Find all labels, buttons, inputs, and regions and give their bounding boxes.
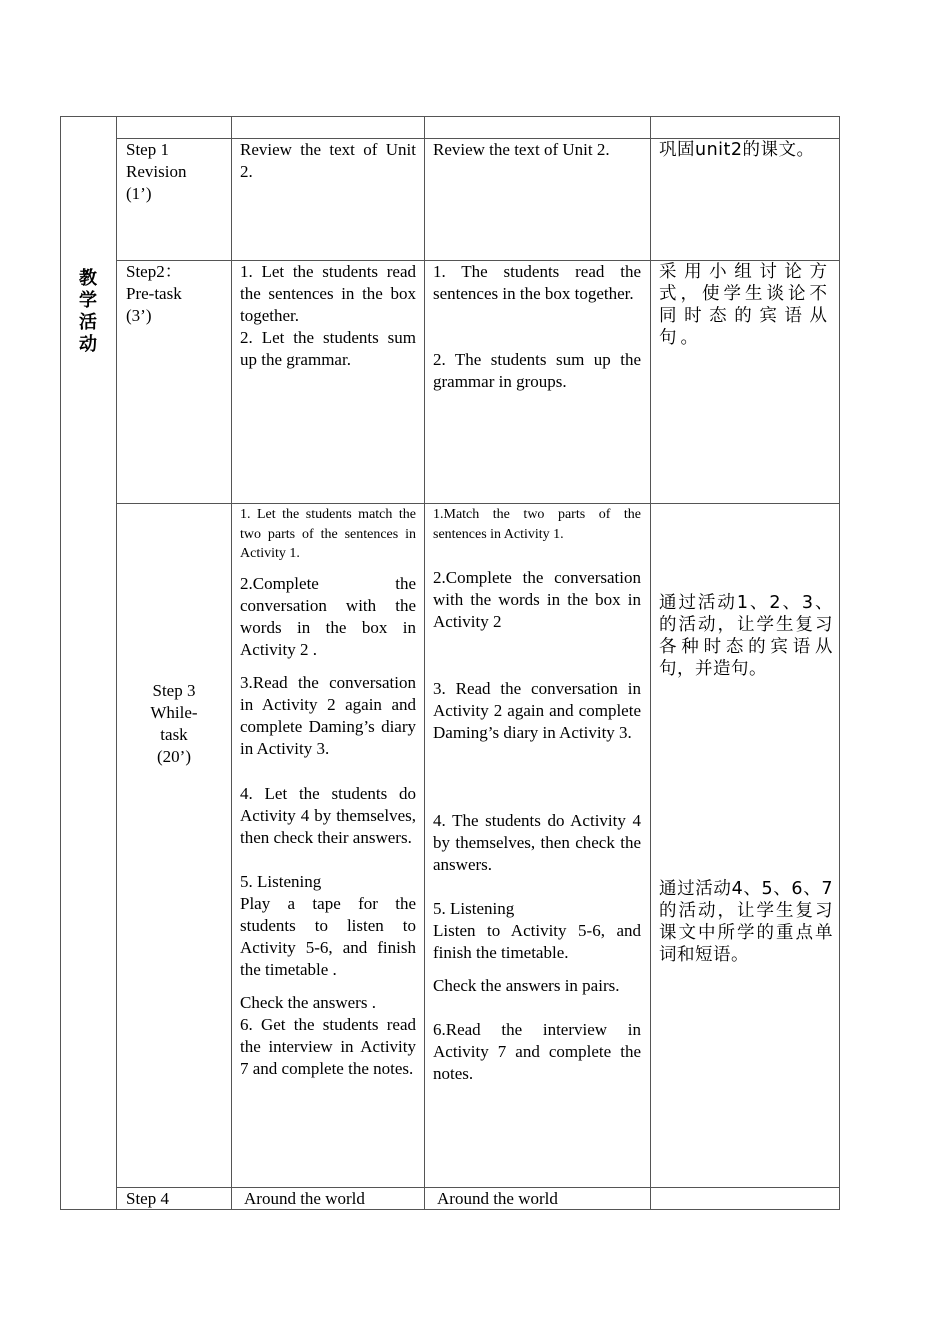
step-label: Step 1 Revision (1’): [126, 140, 187, 203]
student-activity: Around the world: [437, 1189, 558, 1208]
purpose: 采用小组讨论方式，使学生谈论不同时态的宾语从句。: [659, 262, 831, 348]
teacher-activity: Review the text of Unit 2.: [240, 140, 416, 181]
teacher-activity: 4. Let the students do Activity 4 by themselves, then check their answers.: [240, 784, 416, 847]
teacher-activity: Check the answers .: [240, 993, 376, 1012]
student-activity: Check the answers in pairs.: [433, 976, 620, 995]
student-activity: 3. Read the conversation in Activity 2 again and complete Daming’s diary in Activity 3.: [433, 679, 641, 742]
teacher-activity: 2.Complete the conversation with the words in the box in Activity 2 .: [240, 574, 416, 659]
teacher-activity: 1. Let the students read the sentences in the box together.: [240, 262, 416, 325]
table-border: [60, 116, 61, 1210]
purpose: 通过活动4、5、6、7 的活动，让学生复习课文中所学的重点单词和短语。: [659, 879, 833, 965]
student-activity: Listen to Activity 5-6, and finish the timetable.: [433, 921, 641, 962]
column-divider: [116, 116, 117, 1210]
row-divider: [116, 503, 840, 504]
student-activity: 4. The students do Activity 4 by themselves, then check the answers.: [433, 811, 641, 874]
student-activity: Review the text of Unit 2.: [433, 140, 610, 159]
teacher-activity: Around the world: [244, 1189, 365, 1208]
column-divider: [231, 116, 232, 1210]
purpose: 巩固unit2的课文。: [659, 140, 815, 160]
step-label: Step2： Pre-task (3’): [126, 262, 182, 325]
teacher-activity: 5. Listening: [240, 872, 322, 891]
student-activity: 6.Read the interview in Activity 7 and complete the notes.: [433, 1020, 641, 1083]
student-activity: 2. The students sum up the grammar in groups.: [433, 350, 641, 391]
table-border: [839, 116, 840, 1210]
purpose: 通过活动1、2、3、的活动，让学生复习各种时态的宾语从句，并造句。: [659, 593, 833, 679]
teacher-activity: Play a tape for the students to listen to Activity 5-6, and finish the timetable .: [240, 894, 416, 979]
student-activity: 1.Match the two parts of the sentences in Activity 1.: [433, 507, 641, 542]
teacher-activity: 2. Let the students sum up the grammar.: [240, 328, 416, 369]
step-label: Step 3 While- task (20’): [150, 681, 198, 766]
column-divider: [424, 116, 425, 1210]
teacher-activity: 6. Get the students read the interview in Activity 7 and complete the notes.: [240, 1015, 416, 1078]
student-activity: 5. Listening: [433, 899, 515, 918]
student-activity: 1. The students read the sentences in the box together.: [433, 262, 641, 303]
section-label: 教学活动: [79, 268, 97, 355]
student-activity: 2.Complete the conversation with the words in the box in Activity 2: [433, 568, 641, 631]
teacher-activity: 3.Read the conversation in Activity 2 again and complete Daming’s diary in Activity 3.: [240, 673, 416, 758]
table-border: [60, 116, 840, 117]
step-label: Step 4: [126, 1189, 169, 1208]
teacher-activity: 1. Let the students match the two parts of the sentences in Activity 1.: [240, 507, 416, 561]
column-divider: [650, 116, 651, 1210]
